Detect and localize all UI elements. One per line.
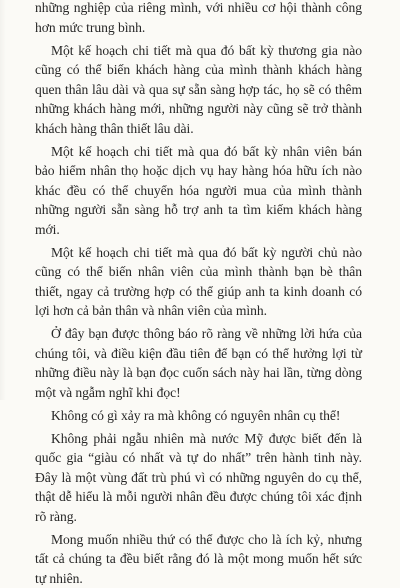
paragraph-7: Không phải ngẫu nhiên mà nước Mỹ được biết đến là quốc gia “giàu có nhất và tự do nhất” trên hành tinh này. Đây là một vùng đất trù phú vì có những nguyên do cụ thể, thật dễ hiểu là mỗi người nhân đều được chúng tôi xác định rõ ràng. xyxy=(35,429,362,527)
paragraph-5: Ở đây bạn được thông báo rõ ràng về những lời hứa của chúng tôi, và điều kiện đầu tiên để bạn có thể hưởng lợi từ những điều này là bạn đọc cuốn sách này hai lần, từng dòng một và ngẫm nghĩ khi đọc! xyxy=(35,324,362,402)
body-text xyxy=(35,0,362,588)
paragraph-8: Mong muốn nhiều thứ có thể được cho là ích kỷ, nhưng tất cả chúng ta đều biết rằng đó là một mong muốn hết sức tự nhiên. xyxy=(35,530,362,588)
paragraph-2: Một kế hoạch chi tiết mà qua đó bất kỳ thương gia nào cũng có thể biến khách hàng của mình thành khách hàng quen thân lâu dài và qua sự sẵn sàng hợp tác, họ sẽ có thêm những khách hàng mới, những người này cũng sẽ trở thành khách hàng thân thiết lâu dài. xyxy=(35,41,362,139)
paragraph-6: Không có gì xảy ra mà không có nguyên nhân cụ thể! xyxy=(35,406,362,426)
paragraph-4: Một kế hoạch chi tiết mà qua đó bất kỳ người chủ nào cũng có thể biến nhân viên của mình thành bạn bè thân thiết, ngay cả trường hợp có thể giúp anh ta kinh doanh có lợi hơn cả bản thân và nhân viên của mình. xyxy=(35,243,362,321)
paragraph-3: Một kế hoạch chi tiết mà qua đó bất kỳ nhân viên bán bảo hiểm nhân thọ hoặc dịch vụ hay hàng hóa hữu ích nào khác đều có thể chuyển hóa người mua của mình thành những người sẵn sàng hỗ trợ anh ta tìm kiếm khách hàng mới. xyxy=(35,142,362,240)
paragraph-1: những nghiệp của riêng mình, với nhiều cơ hội thành công hơn mức trung bình. xyxy=(35,0,362,37)
